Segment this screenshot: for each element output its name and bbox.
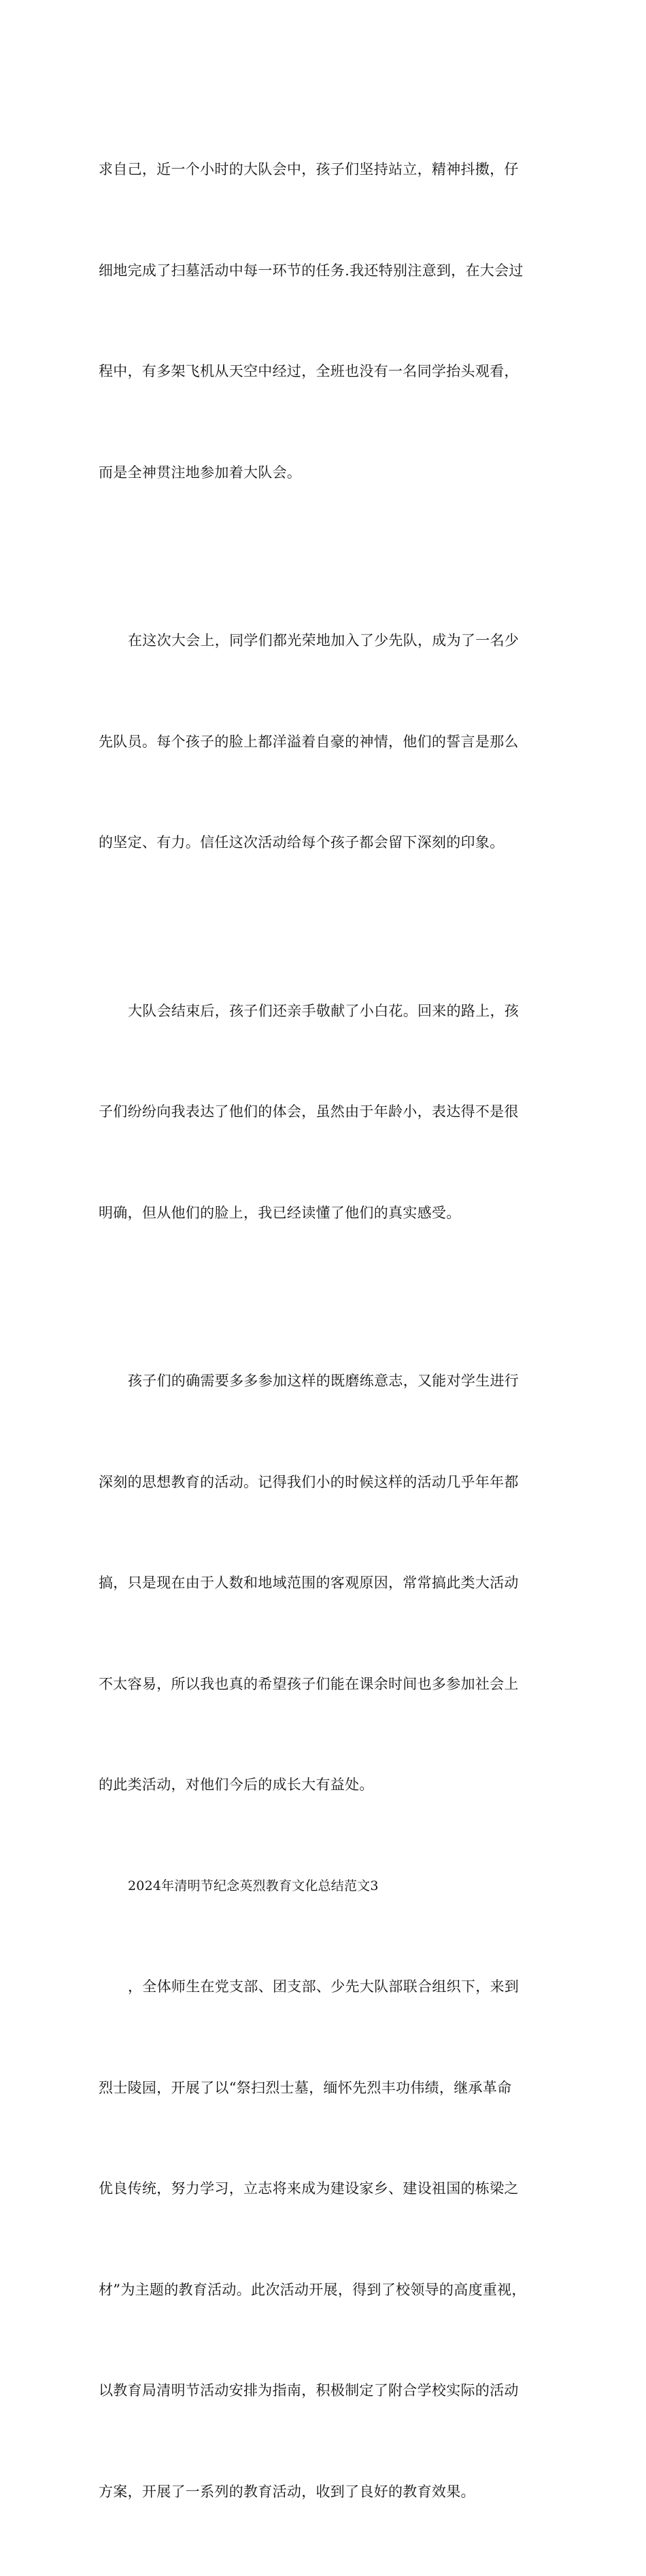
paragraph-memorial-activity [99, 1903, 553, 2576]
text-line: 子们纷纷向我表达了他们的体会，虽然由于年龄小，表达得不是很 [99, 1103, 519, 1120]
section-heading: 2024年清明节纪念英烈教育文化总结范文3 [128, 1878, 379, 1893]
text-line: 孩子们的确需要多多参加这样的既磨练意志，又能对学生进行 [128, 1373, 520, 1389]
text-line: 以教育局清明节活动安排为指南，积极制定了附合学校实际的活动 [99, 2382, 519, 2399]
paragraph-continuation [99, 86, 553, 557]
text-line: 优良传统，努力学习，立志将来成为建设家乡、建设祖国的栋梁之 [99, 2180, 519, 2197]
text-line: 大队会结束后，孩子们还亲手敬献了小白花。回来的路上，孩 [128, 1002, 520, 1019]
text-line: 材”为主题的教育活动。此次活动开展，得到了校领导的高度重视， [99, 2281, 526, 2298]
document-body [99, 86, 553, 2576]
text-line: 的此类活动，对他们今后的成长大有益处。 [99, 1776, 374, 1793]
text-line: 求自己，近一个小时的大队会中，孩子们坚持站立，精神抖擞，仔 [99, 161, 519, 177]
text-line: 烈士陵园，开展了以“祭扫烈士墓，缅怀先烈丰功伟绩，继承革命 [99, 2079, 512, 2096]
text-line: 方案，开展了一系列的教育活动，收到了良好的教育效果。 [99, 2483, 475, 2500]
text-line: 明确，但从他们的脸上，我已经读懂了他们的真实感受。 [99, 1204, 461, 1221]
text-line: 细地完成了扫墓活动中每一环节的任务.我还特别注意到，在大会过 [99, 262, 524, 279]
text-line: 而是全神贯注地参加着大队会。 [99, 464, 302, 481]
text-line: 的坚定、有力。信任这次活动给每个孩子都会留下深刻的印象。 [99, 834, 505, 851]
paragraph-after-meeting [99, 927, 553, 1298]
text-line: 搞，只是现在由于人数和地域范围的客观原因，常常搞此类大活动 [99, 1575, 519, 1591]
paragraph-joining-pioneers [99, 557, 553, 927]
text-line: 程中，有多架飞机从天空中经过，全班也没有一名同学抬头观看， [99, 363, 519, 379]
text-line: 在这次大会上，同学们都光荣地加入了少先队，成为了一名少 [128, 632, 520, 649]
text-line: 先队员。每个孩子的脸上都洋溢着自豪的神情，他们的誓言是那么 [99, 733, 519, 750]
text-line: 深刻的思想教育的活动。记得我们小的时候这样的活动几乎年年都 [99, 1473, 519, 1490]
text-line: 不太容易，所以我也真的希望孩子们能在课余时间也多参加社会上 [99, 1675, 519, 1692]
text-line: ，全体师生在党支部、团支部、少先大队部联合组织下，来到 [128, 1978, 520, 1995]
paragraph-reflection [99, 1297, 553, 1870]
